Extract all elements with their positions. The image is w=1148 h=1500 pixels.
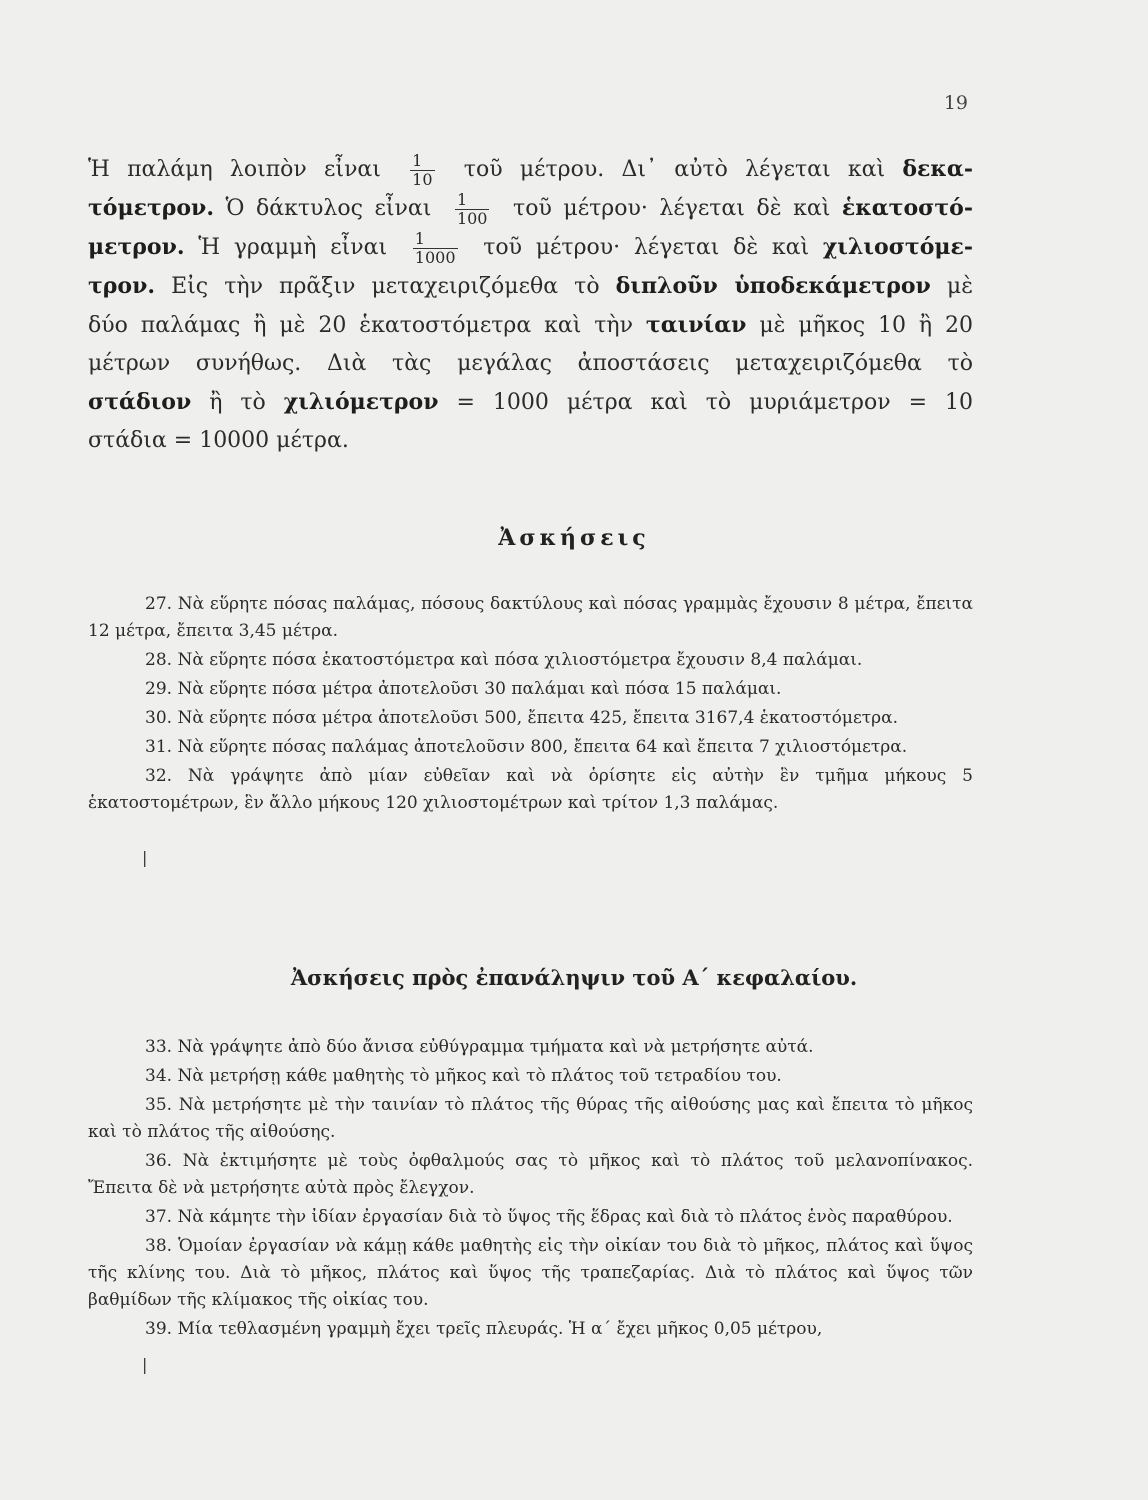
text-segment: Ἡ γραμμὴ εἶναι (198, 235, 388, 260)
margin-mark: | (142, 1355, 148, 1374)
intro-paragraph (88, 150, 973, 460)
text-segment: μὲ μῆκος 10 ἢ 20 (759, 313, 974, 338)
text-segment: τοῦ μέτρου· λέγεται δὲ καὶ (483, 235, 810, 260)
exercise-39: 39. Μία τεθλασμένη γραμμὴ ἔχει τρεῖς πλευράς. Ἡ α΄ ἔχει μῆκος 0,05 μέτρου, (145, 1319, 823, 1339)
text-segment: ἢ τὸ (209, 390, 266, 415)
fraction-denominator: 100 (456, 208, 488, 228)
intro-line-7 (88, 383, 973, 422)
exercise-37: 37. Νὰ κάμητε τὴν ἰδίαν ἐργασίαν διὰ τὸ ὕψος τῆς ἕδρας καὶ διὰ τὸ πλάτος ἑνὸς παραθύρου. (145, 1207, 953, 1227)
intro-line-2 (88, 189, 973, 228)
intro-line-1 (88, 150, 973, 189)
term-bold: τρον. (88, 273, 156, 299)
term-bold: χιλιόμετρον (283, 389, 439, 415)
exercise-33: 33. Νὰ γράψητε ἀπὸ δύο ἄνισα εὐθύγραμμα τμήματα καὶ νὰ μετρήσητε αὐτά. (145, 1037, 814, 1057)
section-title-review: Ἀσκήσεις πρὸς ἐπανάληψιν τοῦ Α΄ κεφαλαίου. (290, 965, 858, 990)
term-bold: μετρον. (88, 234, 185, 260)
text-segment: τοῦ μέτρου· λέγεται δὲ καὶ (513, 196, 831, 221)
fraction-denominator: 1000 (414, 247, 456, 267)
intro-line-8 (88, 422, 973, 460)
term-bold: χιλιοστόμε- (822, 234, 973, 260)
exercise-36: 36. Νὰ ἐκτιμήσητε μὲ τοὺς ὀφθαλμούς σας τὸ μῆκος καὶ τὸ πλάτος τοῦ μελανοπίνακος. Ἔπειτα δὲ νὰ μετρήσητε αὐτὰ πρὸς ἔλεγχον. (88, 1151, 973, 1198)
term-bold: ταινίαν (645, 312, 747, 338)
margin-mark: | (142, 848, 148, 867)
text-segment: τοῦ μέτρου. Δι᾽ αὐτὸ λέγεται καὶ (463, 157, 886, 182)
text-segment: Εἰς τὴν πρᾶξιν μεταχειριζόμεθα τὸ (171, 274, 600, 299)
exercise-38: 38. Ὁμοίαν ἐργασίαν νὰ κάμῃ κάθε μαθητὴς εἰς τὴν οἰκίαν του διὰ τὸ μῆκος, πλάτος καὶ ὕψος τῆς κλίνης του. Διὰ τὸ μῆκος, πλάτος καὶ ὕψος τῆς τραπεζαρίας. Διὰ τὸ πλάτος καὶ ὕψος τῶν βαθμίδων τῆς κλίμακος τῆς οἰκίας του. (88, 1236, 973, 1310)
term-bold: ἑκατοστό- (841, 195, 973, 221)
intro-line-3 (88, 228, 973, 267)
exercise-list-1 (88, 591, 973, 819)
term-bold: δεκα- (902, 156, 973, 182)
fraction-numerator: 1 (456, 189, 468, 209)
exercise-35: 35. Νὰ μετρήσητε μὲ τὴν ταινίαν τὸ πλάτος τῆς θύρας τῆς αἰθούσης μας καὶ ἔπειτα τὸ μῆκος καὶ τὸ πλάτος τῆς αἰθούσης. (88, 1095, 973, 1142)
fraction-numerator: 1 (414, 228, 425, 248)
exercise-32: 32. Νὰ γράψητε ἀπὸ μίαν εὐθεῖαν καὶ νὰ ὁρίσητε εἰς αὐτὴν ἓν τμῆμα μήκους 5 ἑκατοστομέτρων, ἓν ἄλλο μήκους 120 χιλιοστομέτρων καὶ τρίτον 1,3 παλάμας. (88, 766, 973, 813)
intro-line-6 (88, 345, 973, 383)
text-segment: Ὁ δάκτυλος εἶναι (225, 196, 432, 221)
section-title-exercises: Ἀσκήσεις (498, 525, 650, 551)
exercise-27: 27. Νὰ εὕρητε πόσας παλάμας, πόσους δακτύλους καὶ πόσας γραμμὰς ἔχουσιν 8 μέτρα, ἔπειτα 12 μέτρα, ἔπειτα 3,45 μέτρα. (88, 594, 973, 641)
fraction-numerator: 1 (412, 150, 423, 170)
page-number: 19 (943, 92, 968, 114)
exercise-list-2 (88, 1034, 973, 1345)
text-segment: μὲ (946, 274, 974, 299)
text-segment: Ἡ παλάμη λοιπὸν εἶναι (88, 157, 381, 182)
fraction-one-tenth (410, 152, 434, 189)
exercise-28: 28. Νὰ εὕρητε πόσα ἑκατοστόμετρα καὶ πόσα χιλιοστόμετρα ἔχουσιν 8,4 παλάμαι. (145, 650, 863, 670)
term-bold: τόμετρον. (88, 195, 214, 221)
exercise-31: 31. Νὰ εὕρητε πόσας παλάμας ἀποτελοῦσιν 800, ἔπειτα 64 καὶ ἔπειτα 7 χιλιοστόμετρα. (145, 737, 908, 757)
text-segment: μέτρων συνήθως. Διὰ τὰς μεγάλας ἀποστάσεις μεταχειριζόμεθα τὸ (88, 351, 973, 376)
fraction-one-thousandth (413, 230, 458, 267)
text-segment: = 1000 μέτρα καὶ τὸ μυριάμετρον = 10 (456, 390, 973, 415)
text-segment: δύο παλάμας ἢ μὲ 20 ἑκατοστόμετρα καὶ τὴν (88, 313, 633, 338)
fraction-denominator: 10 (412, 169, 433, 189)
fraction-one-hundredth (455, 191, 490, 228)
exercise-34: 34. Νὰ μετρήσῃ κάθε μαθητὴς τὸ μῆκος καὶ τὸ πλάτος τοῦ τετραδίου του. (145, 1066, 782, 1086)
exercise-29: 29. Νὰ εὕρητε πόσα μέτρα ἀποτελοῦσι 30 παλάμαι καὶ πόσα 15 παλάμαι. (145, 679, 782, 699)
intro-line-5 (88, 306, 973, 345)
intro-line-4 (88, 267, 973, 306)
text-segment: στάδια = 10000 μέτρα. (88, 428, 349, 453)
term-bold: στάδιον (88, 389, 192, 415)
exercise-30: 30. Νὰ εὕρητε πόσα μέτρα ἀποτελοῦσι 500, ἔπειτα 425, ἔπειτα 3167,4 ἑκατοστόμετρα. (145, 708, 899, 728)
term-bold: διπλοῦν ὑποδεκάμετρον (615, 273, 931, 299)
